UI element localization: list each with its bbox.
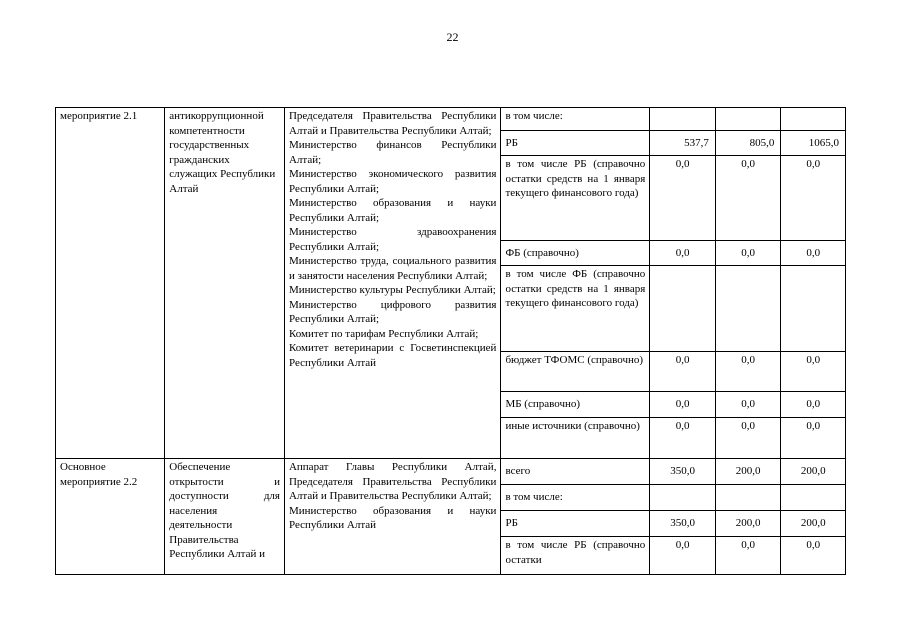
value-cell: 0,0 (781, 392, 846, 418)
executor-item: Министерство образования и науки Республики Алтай; (288, 197, 497, 224)
value-cell: 200,0 (781, 511, 846, 537)
executor-item: Министерство экономического развития Республики Алтай; (288, 168, 497, 195)
funding-source-cell: в том числе РБ (справочно остатки средств на 1 января текущего финансового года) (501, 156, 650, 241)
value-cell: 0,0 (715, 537, 781, 575)
value-cell (650, 485, 716, 511)
executor-item: Комитет ветеринарии с Госветинспекцией Республики Алтай (288, 342, 497, 369)
value-cell: 0,0 (781, 241, 846, 266)
value-cell: 805,0 (715, 131, 781, 156)
event-cell: мероприятие 2.1 (56, 108, 165, 459)
executor-item: Министерство труда, социального развития и занятости населения Республики Алтай; (288, 255, 497, 282)
executor-item: Министерство образования и науки Республики Алтай (288, 504, 497, 531)
value-cell: 0,0 (715, 241, 781, 266)
value-cell (715, 485, 781, 511)
funding-source-cell: бюджет ТФОМС (справочно) (501, 352, 650, 392)
funding-source-cell: иные источники (справочно) (501, 418, 650, 459)
funding-source-cell: РБ (501, 511, 650, 537)
executor-item: Комитет по тарифам Республики Алтай; (288, 327, 479, 340)
value-cell (781, 266, 846, 352)
funding-source-cell: в том числе: (501, 108, 650, 131)
value-cell: 350,0 (650, 511, 716, 537)
value-cell: 0,0 (781, 418, 846, 459)
value-cell: 200,0 (715, 511, 781, 537)
value-cell (715, 266, 781, 352)
program-table (55, 107, 846, 575)
funding-source-cell: РБ (501, 131, 650, 156)
table-row (56, 108, 846, 131)
value-cell: 0,0 (650, 241, 716, 266)
value-cell (650, 108, 716, 131)
funding-source-cell: в том числе: (501, 485, 650, 511)
value-cell: 0,0 (781, 156, 846, 241)
page-number: 22 (446, 30, 459, 44)
executors-cell (284, 459, 500, 575)
value-cell: 350,0 (650, 459, 716, 485)
event-cell: Основное мероприятие 2.2 (56, 459, 165, 575)
executor-item: Министерство цифрового развития Республики Алтай; (288, 298, 497, 325)
value-cell: 0,0 (650, 352, 716, 392)
value-cell (781, 485, 846, 511)
funding-source-cell: ФБ (справочно) (501, 241, 650, 266)
executor-item: Министерство здравоохранения Республики Алтай; (288, 226, 497, 253)
value-cell: 0,0 (781, 537, 846, 575)
executors-cell (284, 108, 500, 459)
value-cell: 0,0 (715, 418, 781, 459)
executor-item: Министерство финансов Республики Алтай; (288, 139, 497, 166)
value-cell: 200,0 (781, 459, 846, 485)
value-cell: 0,0 (650, 392, 716, 418)
value-cell (781, 108, 846, 131)
executor-item: Министерство культуры Республики Алтай; (288, 284, 496, 296)
value-cell: 0,0 (781, 352, 846, 392)
value-cell: 0,0 (650, 156, 716, 241)
event-name-cell: антикоррупционной компетентности государственных гражданских служащих Республики Алтай (165, 108, 285, 459)
value-cell: 0,0 (650, 418, 716, 459)
table-row (56, 459, 846, 485)
event-name-cell: Обеспечение открытости и доступности для населения деятельности Правительства Республики Алтай и (165, 459, 285, 575)
funding-source-cell: МБ (справочно) (501, 392, 650, 418)
value-cell: 0,0 (715, 156, 781, 241)
value-cell (650, 266, 716, 352)
value-cell: 1065,0 (781, 131, 846, 156)
value-cell: 200,0 (715, 459, 781, 485)
value-cell: 0,0 (650, 537, 716, 575)
funding-source-cell: в том числе ФБ (справочно остатки средств на 1 января текущего финансового года) (501, 266, 650, 352)
executor-item: Аппарат Главы Республики Алтай, Председателя Правительства Республики Алтай и Правительства Республики Алтай; (288, 461, 497, 502)
funding-source-cell: всего (501, 459, 650, 485)
value-cell (715, 108, 781, 131)
executor-item: Председателя Правительства Республики Алтай и Правительства Республики Алтай; (288, 110, 497, 137)
value-cell: 537,7 (650, 131, 716, 156)
funding-source-cell: в том числе РБ (справочно остатки (501, 537, 650, 575)
value-cell: 0,0 (715, 352, 781, 392)
value-cell: 0,0 (715, 392, 781, 418)
